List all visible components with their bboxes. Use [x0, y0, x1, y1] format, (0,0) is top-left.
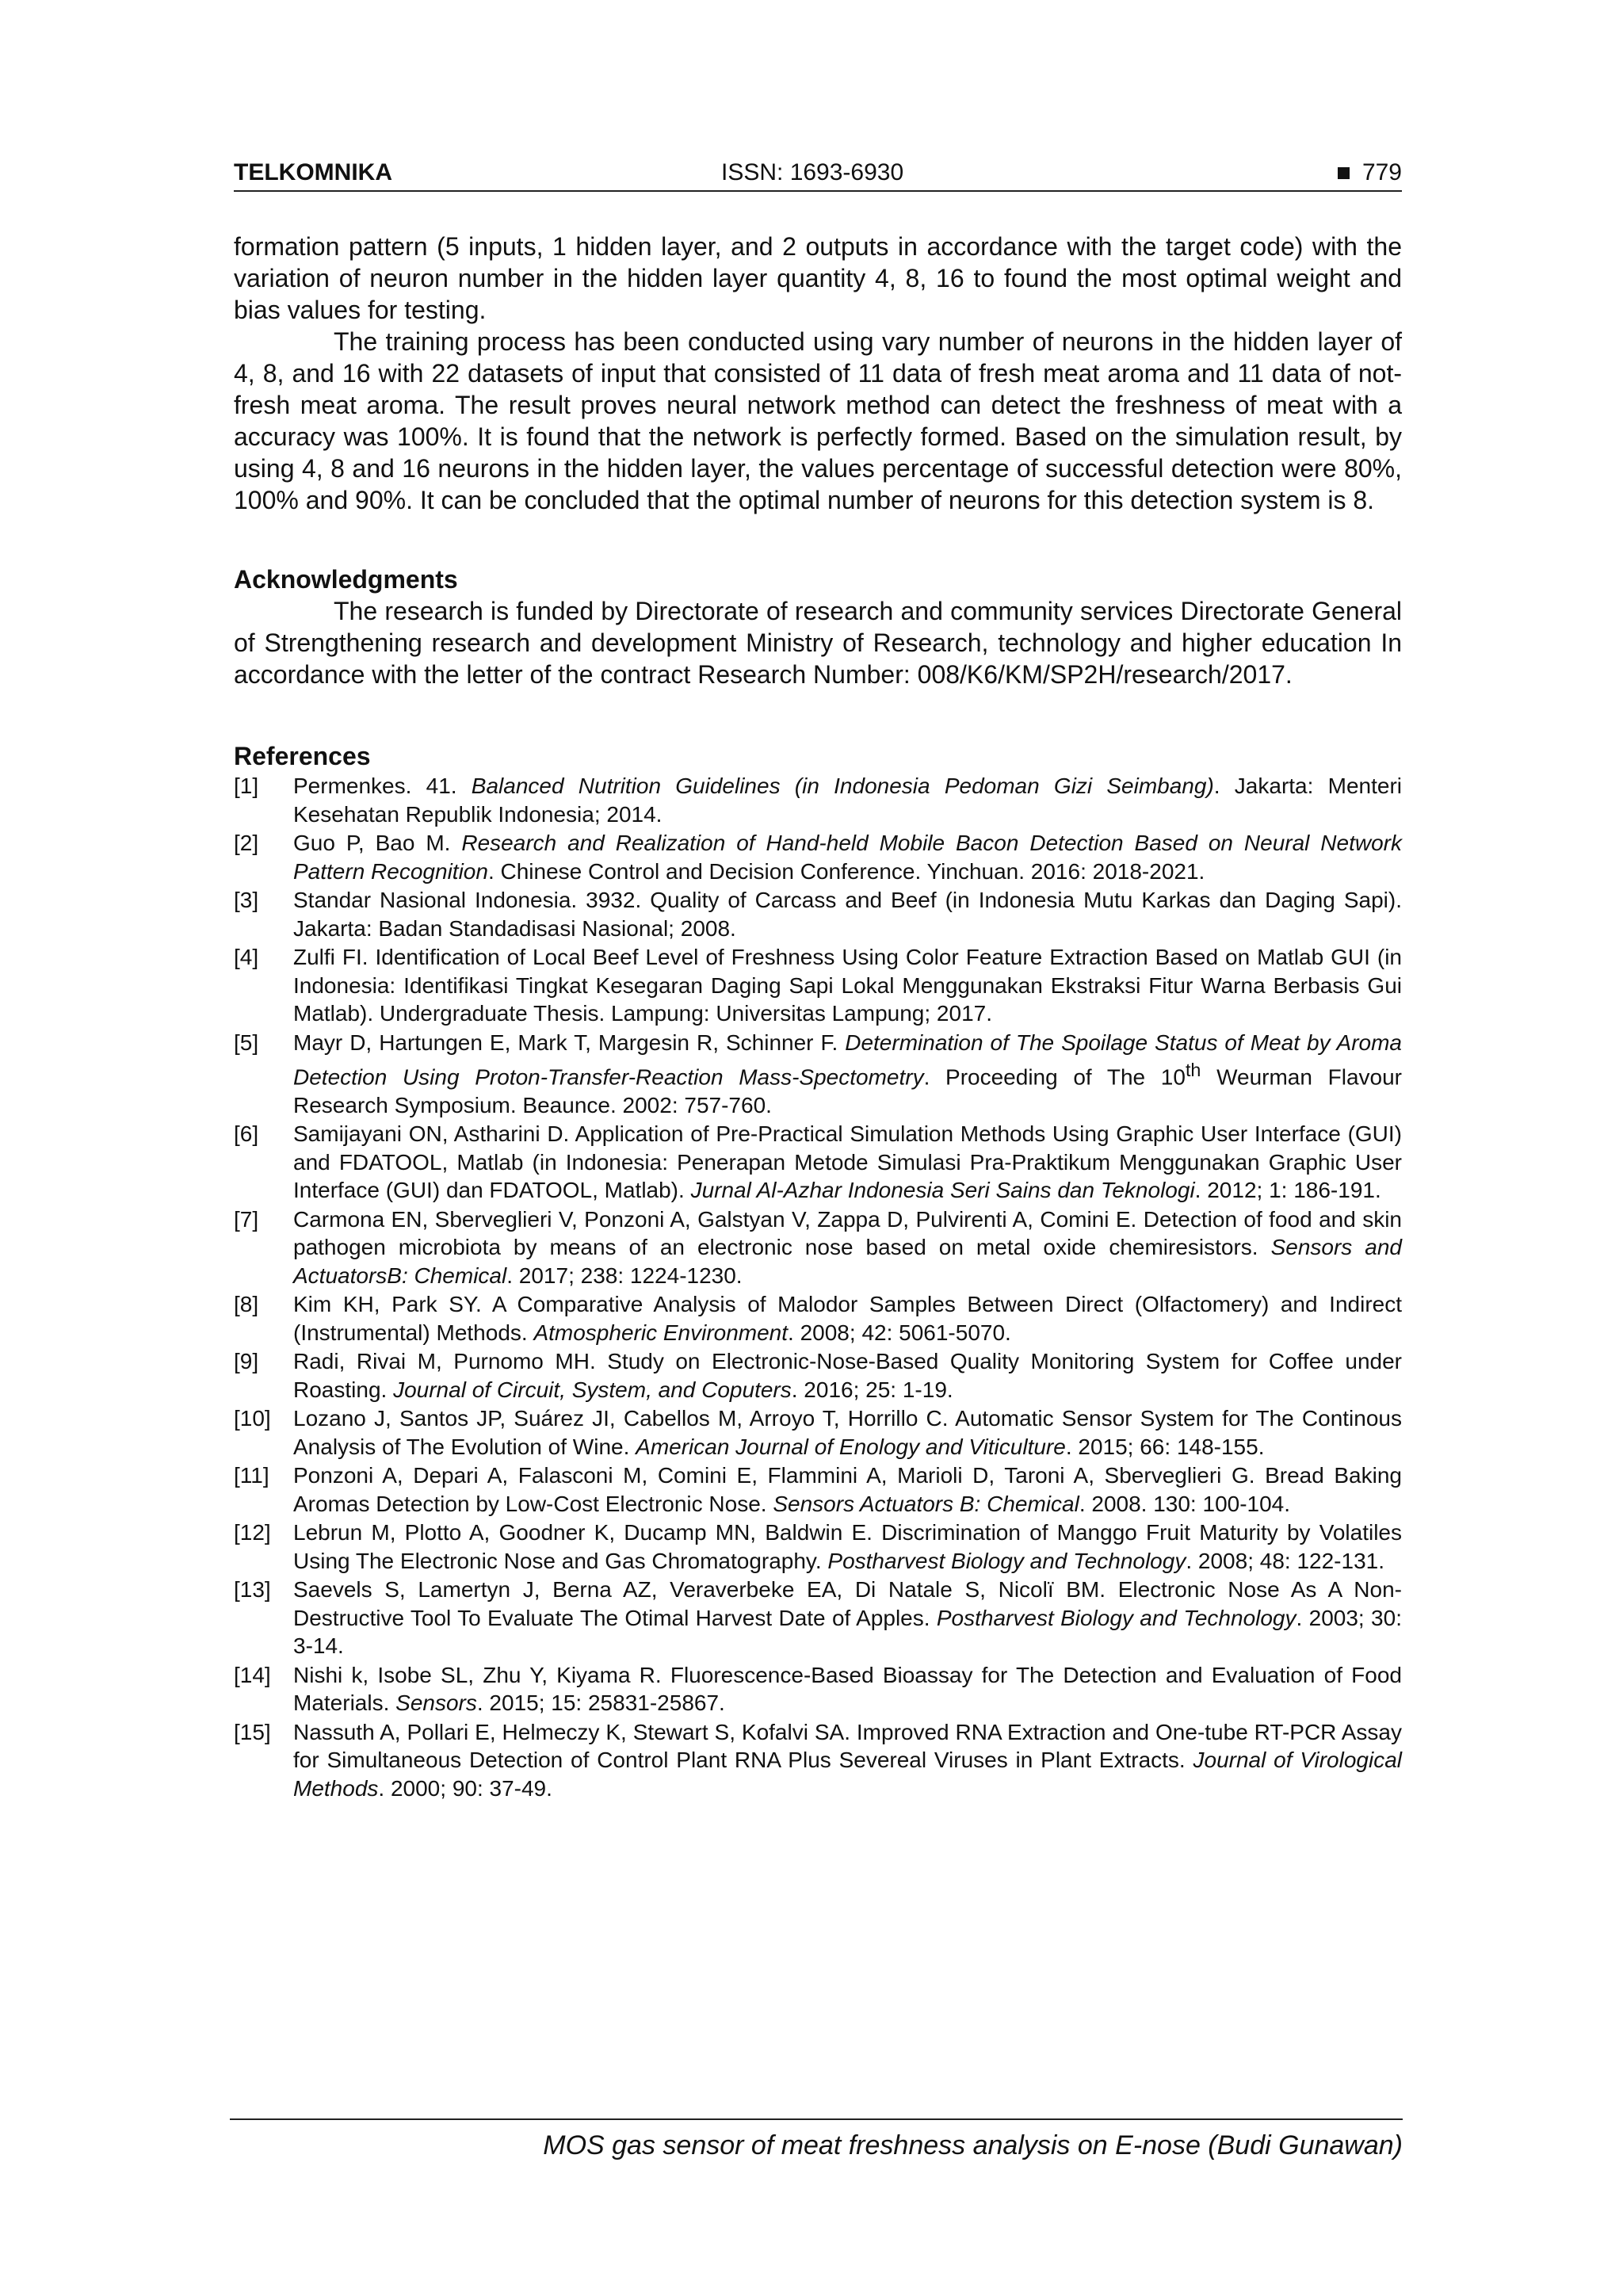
body-paragraph-2: The training process has been conducted using vary number of neurons in the hidden layer of 4, 8, and 16 with 22 datasets of input that consisted of 11 data of fresh meat aroma and 11 data of not-fresh meat aroma. The result proves neural network method can detect the freshness of meat with a accuracy was 100%. It is found that the network is perfectly formed. Based on the simulation result, by using 4, 8 and 16 neurons in the hidden layer, the values percentage of successful detection were 80%, 100% and 90%. It can be concluded that the optimal number of neurons for this detection system is 8.: [234, 327, 1402, 514]
reference-item: [234, 1120, 1402, 1205]
reference-number: [6]: [234, 1121, 259, 1147]
reference-item: [234, 1576, 1402, 1660]
reference-text: Zulfi FI. Identification of Local Beef Level of Freshness Using Color Feature Extraction Based on Matlab GUI (in Indonesia: Identifikasi Tingkat Kesegaran Daging Sapi Lokal Menggunakan Ekstraksi Fitur Warna Berbasis Gui Matlab). Undergraduate Thesis. Lampung: Universitas Lampung; 2017.: [293, 945, 1402, 1026]
reference-source: Postharvest Biology and Technology: [827, 1548, 1186, 1573]
reference-text: Carmona EN, Sberveglieri V, Ponzoni A, Galstyan V, Zappa D, Pulvirenti A, Comini E. Detection of food and skin pathogen microbiota by means of an electronic nose based on metal oxide chemiresistors.: [293, 1206, 1402, 1260]
reference-details: . 2015; 15: 25831-25867.: [476, 1690, 725, 1716]
reference-number: [8]: [234, 1292, 259, 1317]
reference-source: Journal of Circuit, System, and Coputers: [393, 1377, 792, 1402]
reference-text: Guo P, Bao M.: [293, 831, 462, 855]
reference-item: [234, 1519, 1402, 1575]
reference-details: . 2017; 238: 1224-1230.: [506, 1263, 743, 1288]
reference-number: [5]: [234, 1030, 259, 1055]
reference-item: [234, 772, 1402, 828]
reference-item: [234, 886, 1402, 942]
reference-source: Atmospheric Environment: [533, 1320, 789, 1345]
reference-text: Radi, Rivai M, Purnomo MH. Study on Electronic-Nose-Based Quality Monitoring System for Coffee under Roasting.: [293, 1349, 1402, 1402]
reference-source: American Journal of Enology and Viticulture: [636, 1434, 1066, 1459]
reference-number: [14]: [234, 1662, 271, 1687]
reference-text: Nishi k, Isobe SL, Zhu Y, Kiyama R. Fluorescence-Based Bioassay for The Detection and Evaluation of Food Materials.: [293, 1662, 1402, 1716]
reference-text: Saevels S, Lamertyn J, Berna AZ, Veraverbeke EA, Di Natale S, Nicolï BM. Electronic Nose As A Non-Destructive Tool To Evaluate The Otimal Harvest Date of Apples.: [293, 1577, 1402, 1630]
reference-source: Jurnal Al-Azhar Indonesia Seri Sains dan Teknologi: [690, 1178, 1195, 1203]
reference-details: . Chinese Control and Decision Conference. Yinchuan. 2016: 2018-2021.: [487, 858, 1205, 884]
reference-number: [4]: [234, 945, 259, 969]
reference-source: Sensors and ActuatorsB: Chemical: [293, 1235, 1403, 1288]
reference-details: . Proceeding of The 10: [923, 1064, 1186, 1090]
reference-text: Lozano J, Santos JP, Suárez JI, Cabellos M, Arroyo T, Horrillo C. Automatic Sensor System for The Continous Analysis of The Evolution of Wine.: [293, 1406, 1402, 1459]
reference-item: [234, 1661, 1402, 1717]
reference-source: Research and Realization of Hand-held Mobile Bacon Detection Based on Neural Network Pattern Recognition: [293, 831, 1402, 884]
reference-text: Permenkes. 41.: [293, 774, 472, 798]
reference-text: Mayr D, Hartungen E, Mark T, Margesin R, Schinner F.: [293, 1030, 846, 1055]
reference-source: Sensors Actuators B: Chemical: [773, 1491, 1079, 1516]
reference-item: [234, 1461, 1402, 1518]
reference-details: Weurman Flavour Research Symposium. Beaunce. 2002: 757-760.: [293, 1064, 1402, 1117]
reference-item: [234, 1205, 1402, 1290]
issn: ISSN: 1693-6930: [721, 159, 904, 185]
reference-details: . 2015; 66: 148-155.: [1065, 1434, 1265, 1459]
reference-number: [1]: [234, 774, 259, 798]
acknowledgments-text: The research is funded by Directorate of research and community services Directorate General of Strengthening research and development Ministry of Research, technology and higher education In accordance with the letter of the contract Research Number: 008/K6/KM/SP2H/research/2017.: [234, 597, 1402, 689]
reference-item: [234, 1347, 1402, 1404]
reference-source: Postharvest Biology and Technology: [936, 1605, 1296, 1630]
reference-source: Sensors: [395, 1690, 477, 1716]
reference-details: . 2000; 90: 37-49.: [378, 1775, 552, 1801]
reference-details: . 2008. 130: 100-104.: [1079, 1491, 1291, 1516]
reference-item: [234, 829, 1402, 885]
reference-source: Balanced Nutrition Guidelines (in Indonesia Pedoman Gizi Seimbang): [471, 774, 1214, 798]
reference-details: . Jakarta: Menteri Kesehatan Republik Indonesia; 2014.: [293, 774, 1402, 827]
acknowledgments-heading: Acknowledgments: [234, 565, 458, 594]
journal-name: TELKOMNIKA: [234, 159, 392, 185]
reference-number: [7]: [234, 1206, 259, 1232]
ordinal-superscript: th: [1185, 1060, 1201, 1080]
reference-source: Determination of The Spoilage Status of Meat by Aroma Detection Using Proton-Transfer-Reaction Mass-Spectometry: [293, 1030, 1402, 1090]
reference-details: . 2012; 1: 186-191.: [1194, 1178, 1381, 1203]
running-footer: MOS gas sensor of meat freshness analysis on E-nose (Budi Gunawan): [543, 2130, 1403, 2160]
reference-details: . 2008; 48: 122-131.: [1186, 1548, 1384, 1573]
reference-number: [11]: [234, 1463, 269, 1488]
page-number: 779: [1361, 159, 1402, 185]
reference-details: . 2016; 25: 1-19.: [791, 1377, 953, 1402]
reference-number: [12]: [234, 1520, 271, 1545]
reference-details: . 2008; 42: 5061-5070.: [788, 1320, 1011, 1345]
reference-list: [234, 772, 1402, 1802]
footer-rule: [230, 2118, 1403, 2120]
reference-number: [3]: [234, 888, 259, 912]
reference-source: Journal of Virological Methods: [293, 1748, 1402, 1801]
reference-item: [234, 1029, 1402, 1120]
reference-number: [2]: [234, 831, 259, 855]
reference-text: Ponzoni A, Depari A, Falasconi M, Comini E, Flammini A, Marioli D, Taroni A, Sberveglieri G. Bread Baking Aromas Detection by Low-Cost Electronic Nose.: [293, 1463, 1402, 1516]
page-number-block: [1338, 155, 1402, 190]
square-bullet-icon: [1338, 167, 1350, 179]
reference-item: [234, 1290, 1402, 1347]
reference-details: . 2003; 30: 3-14.: [293, 1605, 1402, 1659]
reference-text: Lebrun M, Plotto A, Goodner K, Ducamp MN, Baldwin E. Discrimination of Manggo Fruit Maturity by Volatiles Using The Electronic Nose and Gas Chromatography.: [293, 1520, 1402, 1573]
reference-number: [9]: [234, 1349, 259, 1374]
reference-number: [10]: [234, 1406, 271, 1431]
reference-text: Kim KH, Park SY. A Comparative Analysis of Malodor Samples Between Direct (Olfactomery) and Indirect (Instrumental) Methods.: [293, 1292, 1402, 1345]
reference-number: [15]: [234, 1719, 271, 1744]
body-paragraph-1: formation pattern (5 inputs, 1 hidden layer, and 2 outputs in accordance with the target code) with the variation of neuron number in the hidden layer quantity 4, 8, 16 to found the most optimal weight and bias values for testing.: [234, 232, 1402, 324]
references-heading: References: [234, 742, 371, 770]
reference-number: [13]: [234, 1577, 271, 1603]
reference-text: Samijayani ON, Astharini D. Application of Pre-Practical Simulation Methods Using Graphic User Interface (GUI) and FDATOOL, Matlab (in Indonesia: Penerapan Metode Simulasi Pra-Praktikum Menggunakan Graphic User Interface (GUI) dan FDATOOL, Matlab).: [293, 1121, 1402, 1203]
reference-item: [234, 1404, 1402, 1461]
reference-item: [234, 943, 1402, 1028]
reference-item: [234, 1718, 1402, 1803]
running-header: [234, 155, 1402, 192]
main-content: [234, 231, 1402, 1803]
reference-text: Standar Nasional Indonesia. 3932. Quality of Carcass and Beef (in Indonesia Mutu Karkas dan Daging Sapi). Jakarta: Badan Standadisasi Nasional; 2008.: [293, 888, 1402, 941]
reference-text: Nassuth A, Pollari E, Helmeczy K, Stewart S, Kofalvi SA. Improved RNA Extraction and One-tube RT-PCR Assay for Simultaneous Detection of Control Plant RNA Plus Severeal Viruses in Plant Extracts.: [293, 1719, 1402, 1773]
